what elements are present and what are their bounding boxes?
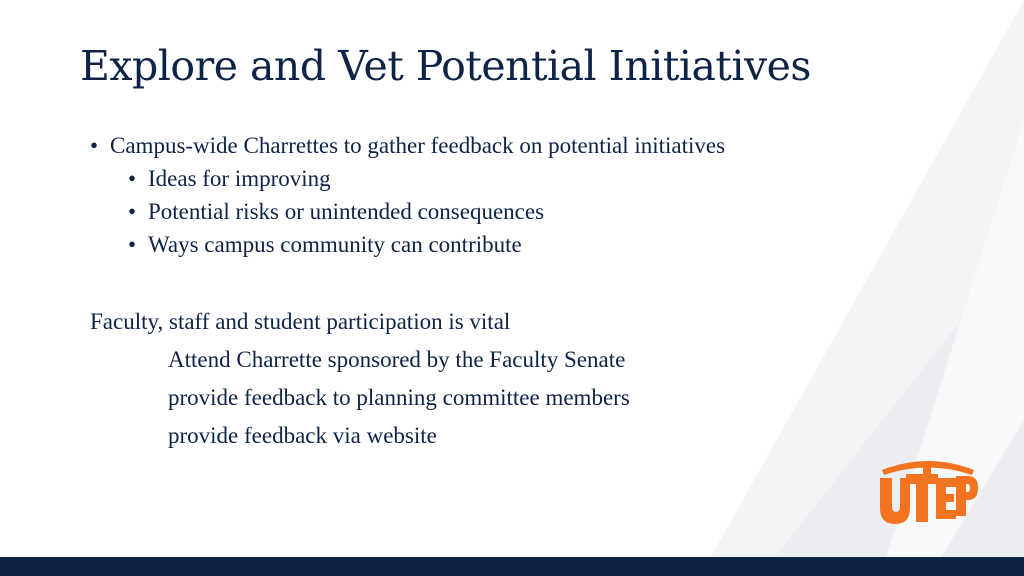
bullet-item-level-2 — [128, 231, 522, 259]
bullet-text: Ideas for improving — [148, 166, 331, 191]
bullet-icon: • — [128, 166, 137, 191]
logo-letter-u — [880, 478, 910, 524]
bullet-item-level-1 — [90, 132, 725, 160]
participation-item: provide feedback via website — [168, 423, 437, 448]
utep-logo — [876, 456, 980, 528]
participation-item: Attend Charrette sponsored by the Faculty Senate — [168, 347, 626, 372]
footer-bar — [0, 557, 1024, 576]
bullet-icon: • — [90, 133, 99, 158]
logo-letter-p — [956, 476, 978, 516]
participation-heading: Faculty, staff and student participation is vital — [90, 309, 511, 334]
bullet-item-level-2 — [128, 198, 544, 226]
bullet-icon: • — [128, 232, 137, 257]
participation-item: provide feedback to planning committee members — [168, 385, 630, 410]
logo-letter-t — [906, 474, 938, 522]
slide-title: Explore and Vet Potential Initiatives — [80, 42, 811, 90]
bullet-text: Campus-wide Charrettes to gather feedback on potential initiatives — [110, 133, 726, 158]
bullet-text: Ways campus community can contribute — [148, 232, 522, 257]
bullet-text: Potential risks or unintended consequences — [148, 199, 545, 224]
logo-letter-e — [936, 478, 956, 519]
bullet-icon: • — [128, 199, 137, 224]
bullet-item-level-2 — [128, 165, 331, 193]
